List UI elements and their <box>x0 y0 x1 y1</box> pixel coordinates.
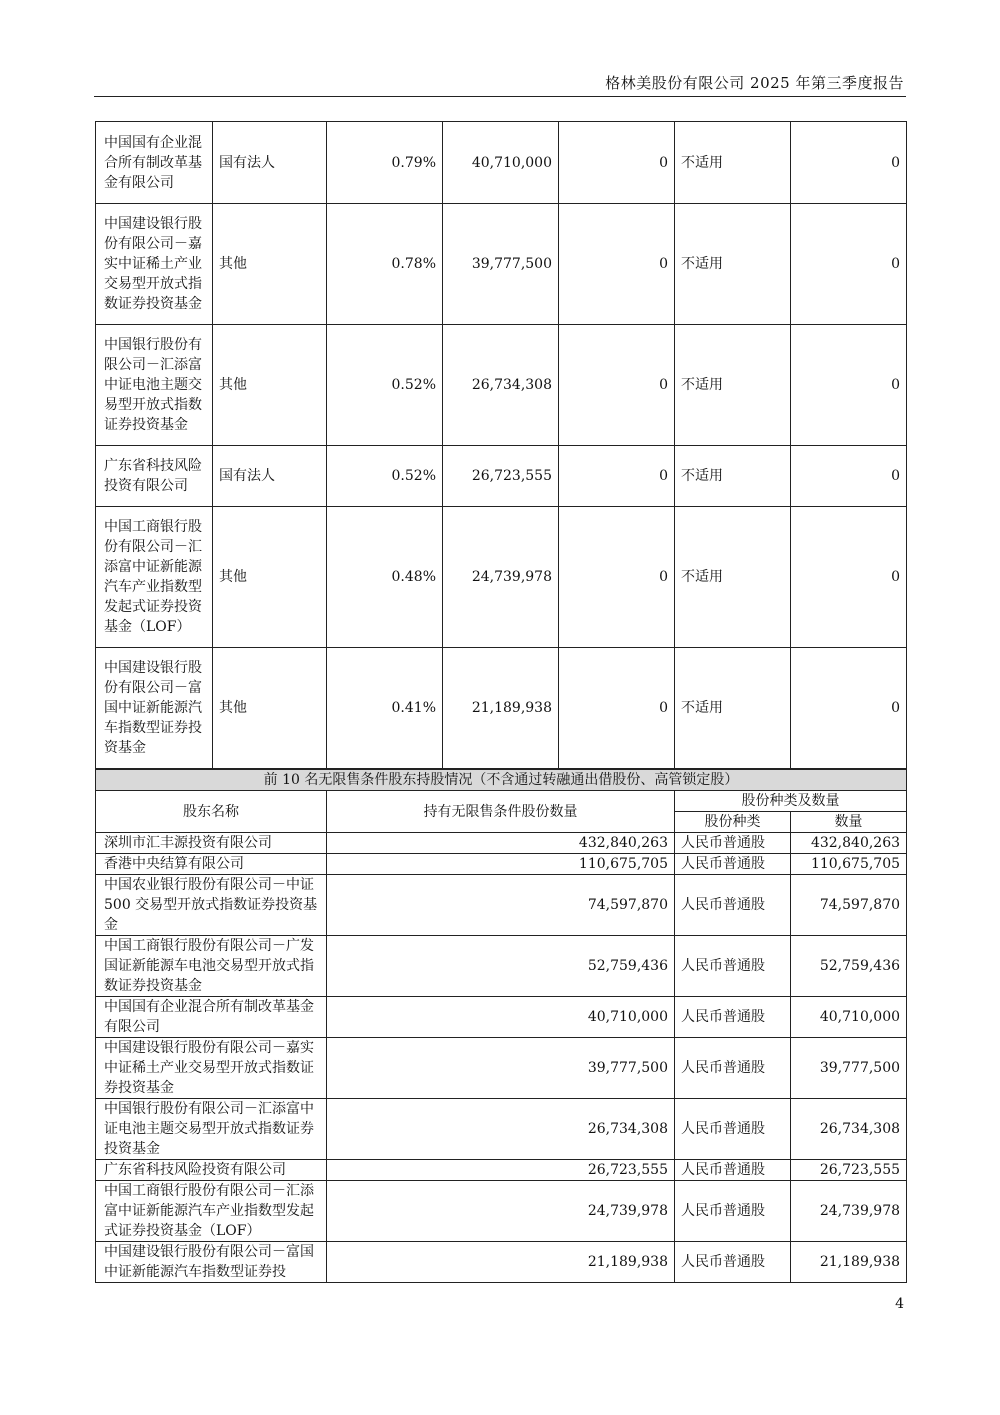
holder-name: 深圳市汇丰源投资有限公司 <box>96 833 327 854</box>
share-count: 26,734,308 <box>791 1099 907 1160</box>
unrestricted-qty: 21,189,938 <box>327 1242 675 1283</box>
holder-name: 中国国有企业混合所有制改革基金有限公司 <box>96 997 327 1038</box>
share-count: 432,840,263 <box>791 833 907 854</box>
holding-shares: 24,739,978 <box>443 507 559 648</box>
table-row <box>96 936 907 997</box>
share-type: 人民币普通股 <box>675 997 791 1038</box>
share-type: 人民币普通股 <box>675 1181 791 1242</box>
holding-shares: 40,710,000 <box>443 122 559 204</box>
table-banner-row <box>96 770 907 791</box>
restricted-shares: 0 <box>559 325 675 446</box>
restricted-shares: 0 <box>559 507 675 648</box>
col-header-count: 数量 <box>791 812 907 833</box>
restricted-shares: 0 <box>559 648 675 769</box>
share-count: 21,189,938 <box>791 1242 907 1283</box>
pledge-qty: 0 <box>791 122 907 204</box>
holder-name: 中国建设银行股份有限公司－富国中证新能源汽车指数型证券投 <box>96 1242 327 1283</box>
holder-name: 广东省科技风险投资有限公司 <box>96 1160 327 1181</box>
pledge-qty: 0 <box>791 325 907 446</box>
table-row <box>96 875 907 936</box>
pledge-status: 不适用 <box>675 507 791 648</box>
unrestricted-qty: 110,675,705 <box>327 854 675 875</box>
table-row <box>96 1160 907 1181</box>
share-type: 人民币普通股 <box>675 854 791 875</box>
table-row <box>96 325 907 446</box>
header-rule <box>94 96 906 97</box>
holder-name: 中国工商银行股份有限公司－汇添富中证新能源汽车产业指数型发起式证券投资基金（LOF） <box>96 507 213 648</box>
holding-shares: 26,723,555 <box>443 446 559 507</box>
holder-name: 中国建设银行股份有限公司－嘉实中证稀土产业交易型开放式指数证券投资基金 <box>96 204 213 325</box>
holding-ratio: 0.48% <box>327 507 443 648</box>
report-title: 格林美股份有限公司 2025 年第三季度报告 <box>605 74 904 92</box>
unrestricted-qty: 40,710,000 <box>327 997 675 1038</box>
holding-ratio: 0.41% <box>327 648 443 769</box>
pledge-status: 不适用 <box>675 122 791 204</box>
share-count: 40,710,000 <box>791 997 907 1038</box>
holder-name: 中国工商银行股份有限公司－汇添富中证新能源汽车产业指数型发起式证券投资基金（LOF） <box>96 1181 327 1242</box>
pledge-qty: 0 <box>791 507 907 648</box>
holder-name: 中国农业银行股份有限公司－中证 500 交易型开放式指数证券投资基金 <box>96 875 327 936</box>
unrestricted-qty: 26,734,308 <box>327 1099 675 1160</box>
top10-shareholders-table <box>95 121 907 769</box>
share-type: 人民币普通股 <box>675 1160 791 1181</box>
holder-nature: 其他 <box>213 325 327 446</box>
unrestricted-shareholders-table <box>95 769 907 1283</box>
holder-name: 中国工商银行股份有限公司－广发国证新能源车电池交易型开放式指数证券投资基金 <box>96 936 327 997</box>
holder-name: 香港中央结算有限公司 <box>96 854 327 875</box>
holder-nature: 国有法人 <box>213 122 327 204</box>
pledge-status: 不适用 <box>675 446 791 507</box>
share-type: 人民币普通股 <box>675 833 791 854</box>
share-count: 74,597,870 <box>791 875 907 936</box>
col-header-name: 股东名称 <box>96 791 327 833</box>
share-count: 52,759,436 <box>791 936 907 997</box>
table-row <box>96 122 907 204</box>
share-type: 人民币普通股 <box>675 1038 791 1099</box>
pledge-status: 不适用 <box>675 204 791 325</box>
holder-name: 中国建设银行股份有限公司－富国中证新能源汽车指数型证券投资基金 <box>96 648 213 769</box>
holding-ratio: 0.78% <box>327 204 443 325</box>
share-type: 人民币普通股 <box>675 1242 791 1283</box>
holding-shares: 26,734,308 <box>443 325 559 446</box>
restricted-shares: 0 <box>559 122 675 204</box>
table-row <box>96 1099 907 1160</box>
pledge-qty: 0 <box>791 648 907 769</box>
page-number: 4 <box>895 1296 904 1312</box>
holder-name: 中国银行股份有限公司－汇添富中证电池主题交易型开放式指数证券投资基金 <box>96 325 213 446</box>
unrestricted-qty: 52,759,436 <box>327 936 675 997</box>
share-count: 39,777,500 <box>791 1038 907 1099</box>
pledge-status: 不适用 <box>675 648 791 769</box>
restricted-shares: 0 <box>559 446 675 507</box>
holder-nature: 其他 <box>213 648 327 769</box>
holding-ratio: 0.52% <box>327 446 443 507</box>
holder-nature: 国有法人 <box>213 446 327 507</box>
holding-ratio: 0.52% <box>327 325 443 446</box>
unrestricted-qty: 24,739,978 <box>327 1181 675 1242</box>
table-row <box>96 1038 907 1099</box>
share-type: 人民币普通股 <box>675 875 791 936</box>
col-header-type-group: 股份种类及数量 <box>675 791 907 812</box>
holder-name: 中国国有企业混合所有制改革基金有限公司 <box>96 122 213 204</box>
holder-name: 中国建设银行股份有限公司－嘉实中证稀土产业交易型开放式指数证券投资基金 <box>96 1038 327 1099</box>
table-row <box>96 648 907 769</box>
table-row <box>96 446 907 507</box>
pledge-qty: 0 <box>791 204 907 325</box>
pledge-qty: 0 <box>791 446 907 507</box>
unrestricted-qty: 432,840,263 <box>327 833 675 854</box>
share-type: 人民币普通股 <box>675 1099 791 1160</box>
unrestricted-qty: 26,723,555 <box>327 1160 675 1181</box>
unrestricted-qty: 74,597,870 <box>327 875 675 936</box>
table-row <box>96 997 907 1038</box>
table-banner: 前 10 名无限售条件股东持股情况（不含通过转融通出借股份、高管锁定股） <box>96 770 907 791</box>
share-count: 24,739,978 <box>791 1181 907 1242</box>
holder-name: 中国银行股份有限公司－汇添富中证电池主题交易型开放式指数证券投资基金 <box>96 1099 327 1160</box>
share-count: 26,723,555 <box>791 1160 907 1181</box>
holder-nature: 其他 <box>213 204 327 325</box>
pledge-status: 不适用 <box>675 325 791 446</box>
holder-name: 广东省科技风险投资有限公司 <box>96 446 213 507</box>
col-header-type: 股份种类 <box>675 812 791 833</box>
table-row <box>96 507 907 648</box>
unrestricted-qty: 39,777,500 <box>327 1038 675 1099</box>
table-row <box>96 854 907 875</box>
holder-nature: 其他 <box>213 507 327 648</box>
table-header-row <box>96 791 907 812</box>
table-row <box>96 833 907 854</box>
holding-shares: 39,777,500 <box>443 204 559 325</box>
restricted-shares: 0 <box>559 204 675 325</box>
share-type: 人民币普通股 <box>675 936 791 997</box>
col-header-qty: 持有无限售条件股份数量 <box>327 791 675 833</box>
holding-ratio: 0.79% <box>327 122 443 204</box>
share-count: 110,675,705 <box>791 854 907 875</box>
table-row <box>96 204 907 325</box>
holding-shares: 21,189,938 <box>443 648 559 769</box>
table-row <box>96 1181 907 1242</box>
table-row <box>96 1242 907 1283</box>
